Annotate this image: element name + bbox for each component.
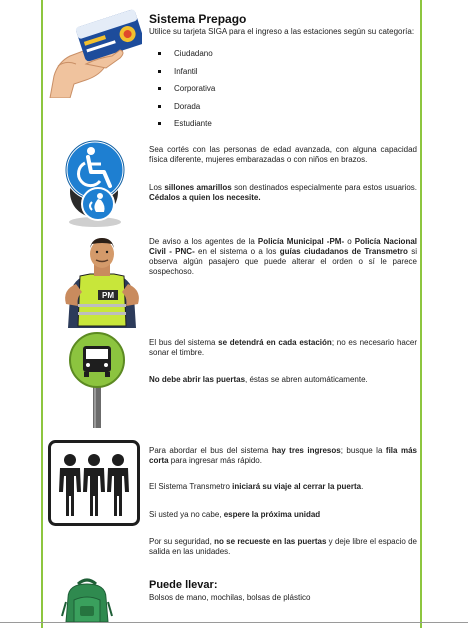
left-border-line bbox=[41, 0, 43, 628]
right-border-line bbox=[420, 0, 422, 628]
three-people-queue-icon bbox=[48, 440, 140, 526]
report-text-part: o bbox=[344, 237, 355, 246]
category-item: Infantil bbox=[150, 67, 215, 85]
report-text-part: si observa algún pasajero que puede alterar el orden o sí le parece sospechoso. bbox=[149, 247, 418, 276]
category-list bbox=[150, 49, 215, 137]
departure-part: . bbox=[361, 482, 364, 491]
report-text-part: en el sistema o a los bbox=[194, 247, 280, 256]
police-officer-icon bbox=[62, 234, 142, 328]
report-text-bold: Policía Nacional Civil - PNC- bbox=[149, 237, 417, 256]
pm-badge-text: PM bbox=[102, 291, 114, 300]
boarding-part: Para abordar el bus del sistema bbox=[149, 446, 272, 455]
bus-stops-bold: se detendrá en cada estación bbox=[218, 338, 332, 347]
boarding-bold: fila más corta bbox=[149, 446, 417, 465]
seats-text-part: Los bbox=[149, 183, 165, 192]
bus-stops-part: El bus del sistema bbox=[149, 338, 219, 347]
door-safety-text bbox=[149, 537, 417, 557]
seats-text-part: son destinados especialmente para estos usuarios. bbox=[231, 183, 417, 192]
bottom-rule bbox=[0, 622, 468, 623]
departure-text bbox=[149, 482, 417, 492]
category-item: Corporativa bbox=[150, 84, 215, 102]
report-text-part: De aviso a los agentes de la bbox=[149, 237, 258, 246]
door-safety-part: Por su seguridad, bbox=[149, 537, 215, 546]
seats-text-bold: sillones amarillos bbox=[164, 183, 232, 192]
departure-bold: iniciará su viaje al cerrar la puerta bbox=[232, 482, 362, 491]
next-unit-part: Si usted ya no cabe, bbox=[149, 510, 224, 519]
boarding-text bbox=[149, 446, 417, 466]
bus-stops-part: ; no es necesario hacer sonar el timbre. bbox=[149, 338, 417, 357]
carry-items: Bolsos de mano, mochilas, bolsas de plástico bbox=[149, 593, 311, 602]
bus-stop-sign-icon bbox=[66, 332, 128, 428]
category-item: Ciudadano bbox=[150, 49, 215, 67]
hand-card-icon bbox=[46, 6, 142, 98]
report-text-bold: Policía Municipal -PM- bbox=[257, 237, 345, 246]
boarding-part: ; busque la bbox=[340, 446, 386, 455]
doors-text-part: , éstas se abren automáticamente. bbox=[245, 375, 368, 384]
prepago-title: Sistema Prepago bbox=[149, 12, 247, 26]
backpack-icon bbox=[60, 576, 114, 622]
departure-part: El Sistema Transmetro bbox=[149, 482, 233, 491]
next-unit-text bbox=[149, 510, 417, 520]
boarding-bold: hay tres ingresos bbox=[271, 446, 341, 455]
seats-text-bold: Cédalos a quien los necesite. bbox=[149, 193, 261, 202]
bus-stops-text bbox=[149, 338, 417, 358]
carry-title: Puede llevar: bbox=[149, 579, 218, 591]
door-safety-part: y deje libre el espacio de salida en las unidades. bbox=[149, 537, 417, 556]
category-item: Dorada bbox=[150, 102, 215, 120]
accessibility-icon bbox=[58, 136, 132, 228]
report-text bbox=[149, 237, 417, 277]
doors-text bbox=[149, 375, 417, 385]
category-item: Estudiante bbox=[150, 119, 215, 137]
yellow-seats-text bbox=[149, 183, 417, 203]
courtesy-text: Sea cortés con las personas de edad avanzada, con alguna capacidad física diferente, mujeres embarazadas o con niños en brazos. bbox=[149, 145, 417, 164]
boarding-part: para ingresar más rápido. bbox=[168, 456, 262, 465]
doors-text-bold: No debe abrir las puertas bbox=[149, 375, 246, 384]
door-safety-bold: no se recueste en las puertas bbox=[214, 537, 327, 546]
next-unit-bold: espere la próxima unidad bbox=[223, 510, 321, 519]
report-text-bold: guías ciudadanos de Transmetro bbox=[279, 247, 408, 256]
prepago-intro: Utilice su tarjeta SIGA para el ingreso a las estaciones según su categoría: bbox=[149, 27, 415, 36]
